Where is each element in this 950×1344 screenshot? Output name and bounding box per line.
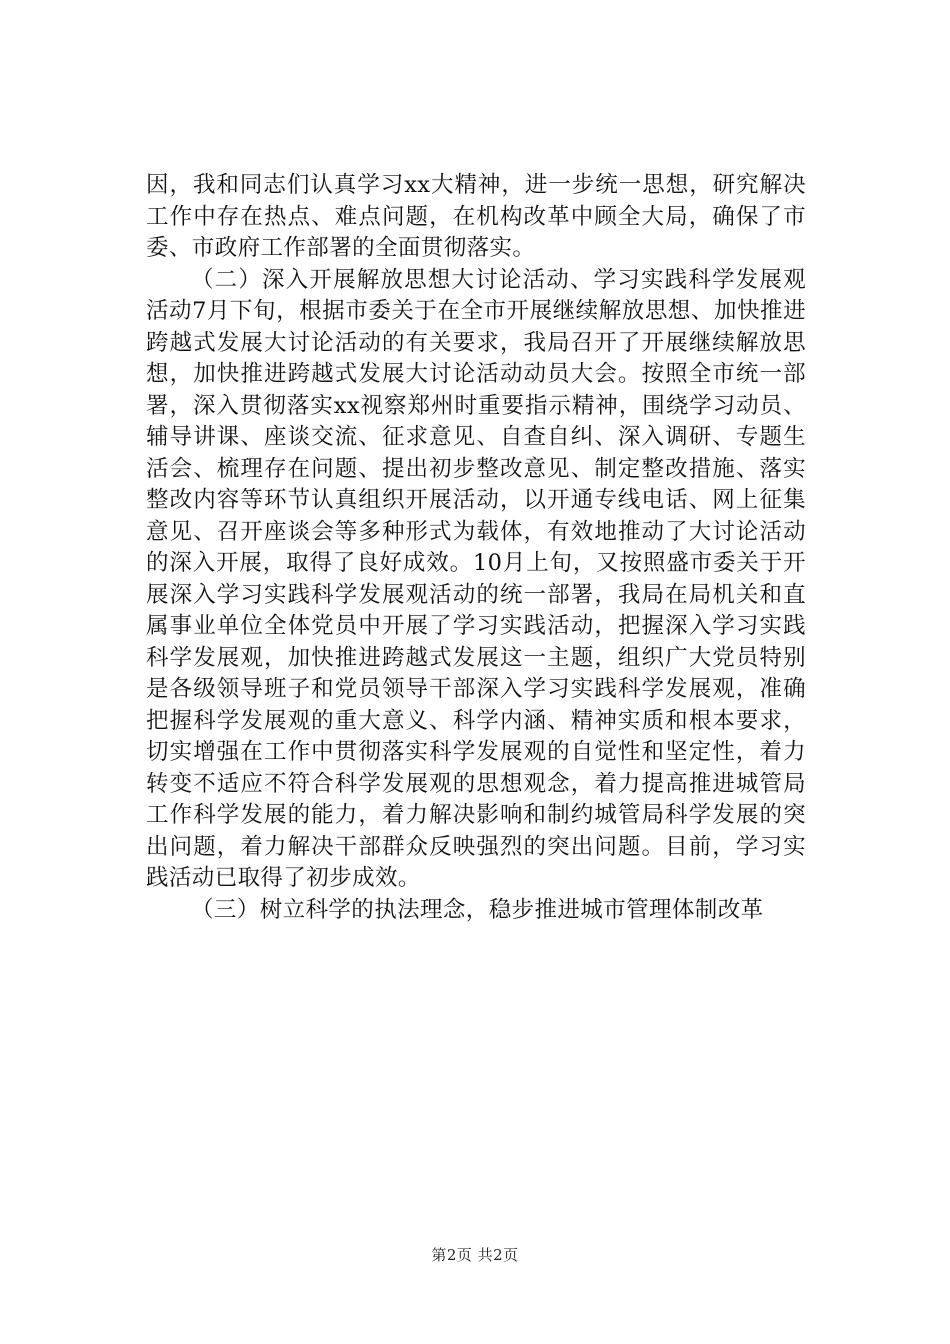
paragraph-section-two: （二）深入开展解放思想大讨论活动、学习实践科学发展观活动7月下旬，根据市委关于在全市开展继续解放思想、加快推进跨越式发展大讨论活动的有关要求，我局召开了开展继续解放思想，加快推进跨越式发展大讨论活动动员大会。按照全市统一部署，深入贯彻落实xx视察郑州时重要指示精神，围绕学习动员、辅导讲课、座谈交流、征求意见、自查自纠、深入调研、专题生活会、梳理存在问题、提出初步整改意见、制定整改措施、落实整改内容等环节认真组织开展活动，以开通专线电话、网上征集意见、召开座谈会等多种形式为载体，有效地推动了大讨论活动的深入开展，取得了良好成效。10月上旬，又按照盛市委关于开展深入学习实践科学发展观活动的统一部署，我局在局机关和直属事业单位全体党员中开展了学习实践活动，把握深入学习实践科学发展观，加快推进跨越式发展这一主题，组织广大党员特别是各级领导班子和党员领导干部深入学习实践科学发展观，准确把握科学发展观的重大意义、科学内涵、精神实质和根本要求，切实增强在工作中贯彻落实科学发展观的自觉性和坚定性，着力转变不适应不符合科学发展观的思想观念，着力提高推进城管局工作科学发展的能力，着力解决影响和制约城管局科学发展的突出问题，着力解决干部群众反映强烈的突出问题。目前，学习实践活动已取得了初步成效。 [146, 266, 806, 891]
page-number: 第2页 共2页 [431, 1246, 519, 1264]
document-body [146, 170, 806, 926]
paragraph-continued: 因，我和同志们认真学习xx大精神，进一步统一思想，研究解决工作中存在热点、难点问题，在机构改革中顾全大局，确保了市委、市政府工作部署的全面贯彻落实。 [146, 172, 806, 261]
paragraph-section-three: （三）树立科学的执法理念，稳步推进城市管理体制改革 [191, 896, 764, 923]
